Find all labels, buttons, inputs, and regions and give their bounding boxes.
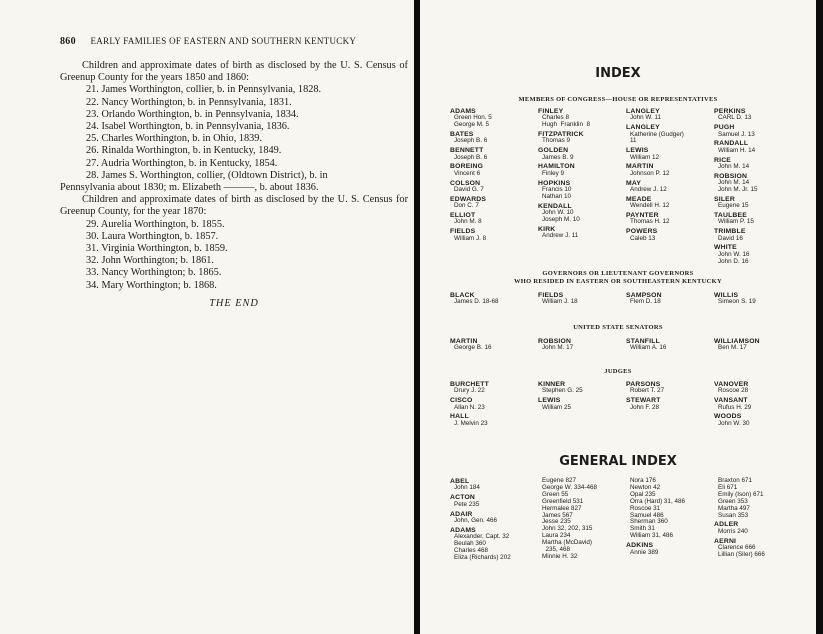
index-entry — [714, 140, 790, 154]
page-edge — [816, 0, 823, 634]
census-1870-intro: Children and approximate dates of birth as disclosed by the U. S. Census for Greenup County, for the year 1870: — [60, 194, 408, 218]
index-surname: MARTIN — [450, 338, 478, 345]
governors-index — [450, 292, 790, 308]
index-entry — [714, 521, 790, 535]
index-entry — [450, 338, 538, 352]
index-entry — [626, 478, 714, 540]
index-given-name: John M. 14 — [718, 179, 750, 187]
index-given-name: Hermalee 827 — [542, 504, 582, 512]
index-entry — [450, 131, 538, 145]
index-entry — [626, 397, 714, 411]
general-index — [450, 478, 790, 564]
index-entry — [626, 180, 714, 194]
governors-heading-line1: GOVERNORS OR LIEUTENANT GOVERNORS — [542, 270, 694, 277]
index-given-name: 11 — [630, 137, 637, 145]
index-entry — [714, 124, 790, 138]
index-given-name: John F. 28 — [630, 403, 660, 411]
index-given-name: John M. Jr. 15 — [718, 186, 758, 194]
index-entry — [538, 478, 626, 561]
index-given-name: Thomas 9 — [542, 137, 570, 145]
index-given-name: Roscoe 31 — [630, 504, 661, 512]
index-surname: KIRK — [538, 225, 556, 233]
index-entry — [538, 108, 626, 129]
index-surname: VANOVER — [714, 381, 749, 388]
index-column — [714, 381, 790, 430]
index-given-name: Allan N. 23 — [454, 403, 485, 411]
index-surname: BATES — [450, 131, 474, 138]
index-given-name: John W. 10 — [542, 209, 574, 217]
index-surname: TAULBEE — [714, 212, 747, 220]
child-entry: 30. Laura Worthington, b. 1857. — [86, 230, 219, 242]
index-given-name: Susan 353 — [718, 511, 749, 519]
index-surname: HAMILTON — [538, 163, 575, 171]
child-entry: 31. Virginia Worthington, b. 1859. — [86, 243, 228, 255]
index-given-name: John D. 16 — [718, 257, 749, 265]
index-given-name: Emily (Ison) 671 — [718, 490, 764, 498]
index-given-name: James 567 — [542, 511, 573, 519]
index-entry — [538, 381, 626, 395]
index-entry — [714, 478, 790, 519]
index-column — [538, 292, 626, 308]
index-surname: HOPKINS — [538, 179, 571, 187]
index-surname: ABEL — [450, 478, 470, 485]
index-given-name: Thomas H. 12 — [630, 218, 670, 226]
index-entry — [450, 494, 538, 508]
index-given-name: William 12 — [630, 153, 660, 161]
index-surname: FINLEY — [538, 108, 564, 115]
index-column — [450, 338, 538, 354]
index-given-name: Martha (McDavid) — [542, 539, 593, 547]
index-column — [538, 478, 626, 564]
index-surname: PARSONS — [626, 381, 661, 388]
index-entry — [626, 147, 714, 161]
index-entry — [626, 212, 714, 226]
index-surname: RICE — [714, 156, 732, 164]
index-entry — [626, 228, 714, 242]
index-given-name: John W. 30 — [718, 419, 750, 427]
index-surname: ADLER — [714, 521, 739, 529]
index-surname: LANGLEY — [626, 124, 660, 132]
index-entry — [450, 212, 538, 226]
index-entry — [450, 147, 538, 161]
index-surname: WILLIS — [714, 292, 739, 299]
index-entry — [626, 542, 714, 556]
index-surname: BOREING — [450, 163, 484, 171]
index-surname: ADAIR — [450, 510, 473, 518]
governors-heading-line2: WHO RESIDED IN EASTERN OR SOUTHEASTERN KENTUCKY — [513, 278, 723, 285]
index-surname: FIELDS — [538, 292, 564, 299]
index-given-name: Sherman 360 — [630, 518, 668, 526]
congress-index — [450, 108, 790, 267]
general-index-title: GENERAL INDEX — [559, 454, 677, 469]
index-given-name: John 32, 202, 315 — [542, 525, 593, 533]
index-entry — [626, 163, 714, 177]
index-given-name: Vincent 6 — [454, 169, 481, 177]
index-given-name: Flem D. 18 — [630, 298, 661, 306]
index-entry — [714, 157, 790, 171]
index-given-name: CARL D. 13 — [718, 114, 752, 122]
index-given-name: William A. 16 — [630, 344, 667, 352]
index-column — [626, 108, 714, 267]
index-surname: ADAMS — [450, 526, 476, 534]
index-given-name: Joseph B. 6 — [454, 137, 488, 145]
congress-heading: MEMBERS OF CONGRESS—HOUSE OR REPRESENTATIVES — [518, 96, 718, 103]
index-given-name: Green Hon. 5 — [454, 114, 492, 122]
index-given-name: Jesse 235 — [542, 518, 571, 526]
index-surname: WOODS — [714, 413, 742, 421]
census-1850-intro: Children and approximate dates of birth as disclosed by the U. S. Census of Greenup County for the years 1850 and 1860: — [60, 60, 408, 84]
index-entry — [538, 163, 626, 177]
index-entry — [450, 196, 538, 210]
right-page — [420, 0, 816, 634]
index-entry — [450, 381, 538, 395]
index-surname: VANSANT — [714, 397, 748, 405]
child-entry: 25. Charles Worthington, b. in Ohio, 1839. — [86, 133, 263, 145]
index-surname: CISCO — [450, 397, 473, 405]
index-given-name: John W. 11 — [630, 114, 662, 122]
index-entry — [450, 163, 538, 177]
index-column — [714, 292, 790, 308]
child-entry: 21. James Worthington, collier, b. in Pennsylvania, 1828. — [86, 84, 322, 96]
index-entry — [450, 292, 538, 306]
index-given-name: Katherine (Gudger) — [630, 130, 684, 138]
index-given-name: Caleb 13 — [630, 234, 656, 242]
index-given-name: Greenfield 531 — [542, 497, 584, 505]
index-column — [450, 292, 538, 308]
index-given-name: Green 55 — [542, 490, 569, 498]
index-surname: STANFILL — [626, 338, 660, 345]
index-surname: FIELDS — [450, 228, 476, 236]
index-entry — [538, 180, 626, 201]
index-given-name: Francis 10 — [542, 186, 572, 194]
index-surname: MEADE — [626, 195, 652, 203]
index-surname: PUGH — [714, 124, 735, 132]
index-surname: EDWARDS — [450, 195, 487, 203]
page-body — [60, 60, 408, 310]
page-number: 860 — [60, 36, 76, 47]
index-given-name: Charles 468 — [454, 547, 488, 555]
index-entry — [714, 338, 790, 352]
index-column — [626, 381, 714, 430]
index-column — [538, 338, 626, 354]
index-surname: SILER — [714, 195, 736, 203]
index-given-name: Opal 235 — [630, 490, 656, 498]
index-entry — [538, 203, 626, 224]
index-given-name: Andrew J. 11 — [542, 232, 579, 240]
index-surname: FITZPATRICK — [538, 131, 584, 138]
children-1870-list — [60, 219, 408, 292]
child-entry: 22. Nancy Worthington, b. in Pennsylvania, 1831. — [86, 96, 292, 108]
index-given-name: Eliza (Richards) 202 — [454, 554, 511, 562]
index-entry — [538, 131, 626, 145]
the-end: THE END — [209, 297, 259, 309]
index-given-name: Smith 31 — [630, 525, 655, 533]
index-given-name: James D. 18-68 — [454, 298, 499, 306]
index-surname: ACTON — [450, 494, 476, 502]
index-entry — [538, 397, 626, 411]
index-surname: BURCHETT — [450, 381, 489, 388]
index-surname: LANGLEY — [626, 108, 660, 115]
index-given-name: David G. 7 — [454, 186, 484, 194]
index-surname: ADKINS — [626, 542, 654, 550]
index-given-name: David 16 — [718, 234, 743, 242]
index-entry — [714, 244, 790, 265]
index-entry — [714, 108, 790, 122]
index-column — [450, 381, 538, 430]
index-entry — [714, 292, 790, 306]
index-entry — [714, 173, 790, 194]
index-title: INDEX — [595, 66, 641, 81]
index-given-name: Newton 42 — [630, 483, 661, 491]
index-surname: ROBSION — [714, 172, 748, 180]
index-surname: WILLIAMSON — [714, 338, 760, 345]
index-given-name: Joseph B. 6 — [454, 153, 488, 161]
governors-heading — [420, 270, 816, 286]
index-entry — [538, 292, 626, 306]
index-entry — [626, 108, 714, 122]
index-given-name: Laura 234 — [542, 532, 571, 540]
index-given-name: Samuel 486 — [630, 511, 664, 519]
running-head — [60, 36, 390, 47]
index-entry — [538, 226, 626, 240]
index-column — [450, 108, 538, 267]
index-entry — [626, 338, 714, 352]
index-surname: RANDALL — [714, 140, 749, 148]
index-given-name: Samuel J. 13 — [718, 130, 755, 138]
index-given-name: William 31, 486 — [630, 532, 674, 540]
index-given-name: Pete 235 — [454, 500, 480, 508]
index-entry — [714, 413, 790, 427]
index-given-name: George W. 334-468 — [542, 483, 597, 491]
index-given-name: Nora 176 — [630, 477, 656, 484]
index-given-name: J. Melvin 23 — [454, 419, 488, 427]
child-entry: 26. Rinalda Worthington, b. in Kentucky, 1849. — [86, 145, 282, 157]
child-entry: 32. John Worthington; b. 1861. — [86, 255, 214, 267]
index-surname: KINNER — [538, 381, 566, 388]
index-surname: ADAMS — [450, 108, 476, 115]
index-surname: BLACK — [450, 292, 475, 299]
child-entry: 23. Orlando Worthington, b. in Pennsylvania, 1834. — [86, 108, 299, 120]
index-entry — [714, 381, 790, 395]
index-given-name: Rufus H. 29 — [718, 403, 752, 411]
index-given-name: Eugene 15 — [718, 202, 749, 210]
index-surname: WHITE — [714, 244, 737, 252]
index-given-name: Martha 497 — [718, 504, 750, 512]
index-column — [626, 338, 714, 354]
index-entry — [626, 292, 714, 306]
index-entry — [626, 196, 714, 210]
index-given-name: George M. 5 — [454, 121, 489, 129]
index-given-name: Nathan 10 — [542, 192, 572, 200]
index-entry — [626, 124, 714, 145]
index-given-name: Wendell H. 12 — [630, 202, 670, 210]
index-surname: PAYNTER — [626, 212, 659, 220]
index-given-name: 235, 468 — [542, 546, 571, 554]
index-given-name: John W. 16 — [718, 250, 750, 258]
index-surname: STEWART — [626, 397, 661, 405]
index-given-name: Minnie H. 32 — [542, 552, 578, 560]
index-given-name: Lillian (Siler) 666 — [718, 551, 765, 559]
index-given-name: Ben M. 17 — [718, 344, 747, 352]
index-entry — [538, 147, 626, 161]
index-surname: BENNETT — [450, 147, 484, 155]
index-given-name: William J. 18 — [542, 298, 578, 306]
index-given-name: Roscoe 28 — [718, 387, 749, 395]
child-entry: 29. Aurelia Worthington, b. 1855. — [86, 218, 225, 230]
child-entry: 34. Mary Worthington; b. 1868. — [86, 279, 217, 291]
index-given-name: John M. 8 — [454, 218, 482, 226]
index-given-name: Green 353 — [718, 497, 748, 505]
senators-heading: UNITED STATE SENATORS — [573, 324, 663, 331]
index-entry — [450, 180, 538, 194]
index-surname: LEWIS — [626, 147, 649, 155]
index-given-name: William 25 — [542, 403, 572, 411]
index-surname: MAY — [626, 179, 642, 187]
index-column — [714, 338, 790, 354]
index-given-name: William J. 8 — [454, 234, 487, 242]
children-1850-list — [60, 84, 408, 182]
index-given-name: Johnson P. 12 — [630, 169, 670, 177]
index-column — [626, 478, 714, 564]
index-given-name: Stephen G. 25 — [542, 387, 583, 395]
index-given-name: Andrew J. 12 — [630, 186, 667, 194]
index-given-name: Eli 671 — [718, 483, 738, 491]
index-given-name: Alexander, Capt. 32 — [454, 533, 510, 541]
judges-index — [450, 381, 790, 430]
index-given-name: John M. 17 — [542, 344, 574, 352]
index-given-name: Charles 8 — [542, 114, 569, 122]
index-entry — [714, 538, 790, 559]
index-surname: MARTIN — [626, 163, 654, 171]
index-entry — [450, 108, 538, 129]
index-entry — [450, 511, 538, 525]
index-given-name: Hugh Franklin 8 — [542, 121, 590, 129]
index-column — [538, 108, 626, 267]
index-given-name: Drury J. 22 — [454, 387, 485, 395]
index-given-name: John M. 14 — [718, 163, 750, 171]
index-surname: PERKINS — [714, 108, 746, 115]
index-column — [538, 381, 626, 430]
index-given-name: William P. 15 — [718, 218, 754, 226]
index-surname: AERNI — [714, 537, 737, 545]
index-surname: HALL — [450, 413, 469, 421]
index-surname: ROBSION — [538, 338, 572, 345]
index-surname: LEWIS — [538, 397, 561, 405]
child-entry: 33. Nancy Worthington; b. 1865. — [86, 267, 222, 279]
child-entry: 27. Audria Worthington, b. in Kentucky, 1854. — [86, 157, 278, 169]
running-head-title: EARLY FAMILIES OF EASTERN AND SOUTHERN KENTUCKY — [90, 36, 357, 46]
index-entry — [450, 478, 538, 492]
index-given-name: Don C. 7 — [454, 202, 479, 210]
index-given-name: George B. 16 — [454, 344, 492, 352]
index-given-name: John, Gen. 466 — [454, 517, 498, 525]
index-surname: ELLIOT — [450, 212, 476, 220]
index-given-name: Eugene 827 — [542, 477, 576, 484]
index-entry — [626, 381, 714, 395]
index-given-name: Simeon S. 19 — [718, 298, 756, 306]
index-surname: KENDALL — [538, 202, 572, 210]
index-given-name: Annie 389 — [630, 548, 659, 556]
index-given-name: John 184 — [454, 484, 480, 492]
index-entry — [450, 527, 538, 562]
index-given-name: Finley 9 — [542, 169, 565, 177]
senators-index — [450, 338, 790, 354]
index-surname: TRIMBLE — [714, 228, 746, 236]
index-entry — [714, 212, 790, 226]
judges-heading: JUDGES — [604, 368, 632, 375]
index-entry — [714, 228, 790, 242]
index-surname: GOLDEN — [538, 147, 569, 155]
index-entry — [450, 397, 538, 411]
index-surname: POWERS — [626, 228, 658, 236]
index-given-name: Clarence 666 — [718, 544, 756, 552]
index-column — [450, 478, 538, 564]
child-entry: 28. James S. Worthington, collier, (Oldtown District), b. in — [86, 169, 328, 181]
index-column — [714, 478, 790, 564]
index-given-name: Morris 240 — [718, 527, 748, 535]
index-column — [626, 292, 714, 308]
index-given-name: Robert T. 27 — [630, 387, 665, 395]
children-1850-continuation: Pennsylvania about 1830; m. Elizabeth ———, b. about 1836. — [60, 182, 319, 194]
index-given-name: Beulah 360 — [454, 540, 486, 548]
index-entry — [450, 228, 538, 242]
index-surname: SAMPSON — [626, 292, 662, 299]
index-given-name: Braxton 671 — [718, 477, 752, 484]
index-given-name: Orra (Hard) 31, 486 — [630, 497, 685, 505]
index-given-name: James B. 9 — [542, 153, 574, 161]
index-given-name: William H. 14 — [718, 146, 756, 154]
index-given-name: Joseph M. 10 — [542, 215, 580, 223]
index-entry — [538, 338, 626, 352]
index-surname: COLSON — [450, 179, 481, 187]
child-entry: 24. Isabel Worthington, b. in Pennsylvania, 1836. — [86, 121, 290, 133]
index-column — [714, 108, 790, 267]
index-entry — [714, 196, 790, 210]
index-entry — [450, 413, 538, 427]
index-entry — [714, 397, 790, 411]
